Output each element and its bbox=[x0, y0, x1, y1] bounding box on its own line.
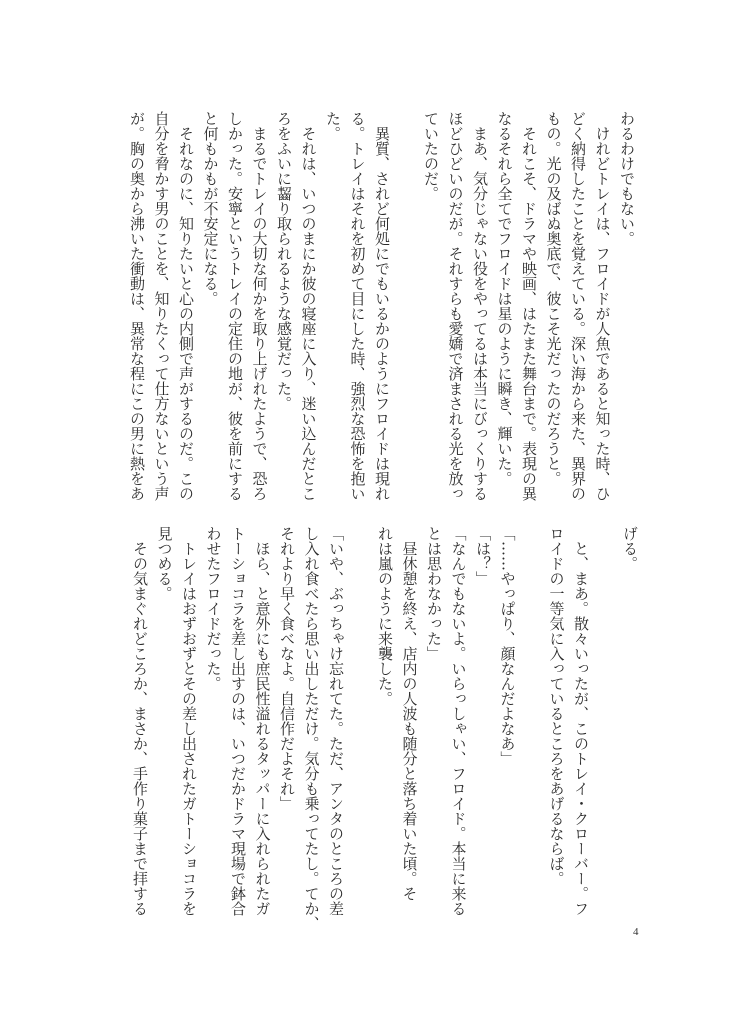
text-line: る。トレイはそれを初めて目にした時、強烈な恐怖を抱い bbox=[348, 111, 367, 501]
text-line: 「なんでもないよ。いらっしゃい、フロイド。本当に来る bbox=[449, 526, 468, 916]
text-line: 「いや、ぶっちゃけ忘れてた。ただ、アンタのところの差 bbox=[327, 526, 345, 916]
text-line: それより早く食べなよ。自信作だよそれ」 bbox=[278, 526, 296, 811]
text-line: と何もかもが不安定になる。 bbox=[201, 111, 220, 306]
text-line: トレイはおずおずとその差し出されたガトーショコラを bbox=[180, 541, 198, 916]
text-line: た。 bbox=[324, 111, 342, 141]
text-line: なるそれら全てでフロイドは星のように瞬き、輝いた。 bbox=[495, 111, 514, 486]
blank-line bbox=[394, 111, 419, 496]
text-line: ていたのだ。 bbox=[422, 111, 440, 201]
text-line: まるでトレイの大切な何かを取り上げれたようで、恐ろ bbox=[250, 126, 269, 501]
text-line: と、まあ。散々いったが、このトレイ・クローバー。フ bbox=[572, 541, 590, 916]
text-block-bottom bbox=[130, 526, 642, 931]
text-line: わるわけでもない。 bbox=[618, 111, 636, 246]
text-line: けれどトレイは、フロイドが人魚であると知った時、ひ bbox=[593, 126, 612, 501]
text-line: げる。 bbox=[621, 526, 639, 571]
page-number: 4 bbox=[633, 926, 639, 938]
text-line: 「……やっぱり、顔なんだよなあ」 bbox=[498, 526, 517, 766]
blank-line bbox=[593, 526, 618, 911]
text-line: ろをふいに齧り取られるような感覚だった。 bbox=[275, 111, 293, 411]
text-line: まあ、気分じゃない役をやってるは本当にびっくりする bbox=[471, 126, 489, 501]
text-line: ロイドの一等気に入っているところをあげるならば。 bbox=[547, 526, 566, 886]
text-line: その気まぐれどころか、まさか、手作り菓子まで拝する bbox=[131, 541, 149, 916]
blank-line bbox=[348, 526, 373, 911]
text-line: もの。光の及ばぬ奥底で、彼こそ光だったのだろうと。 bbox=[544, 111, 563, 486]
text-line: し入れ食べたら思い出しただけ。気分も乗ってたし。てか、 bbox=[302, 526, 321, 931]
text-line: れは嵐のように来襲した。 bbox=[376, 526, 394, 706]
text-line: 「は？」 bbox=[474, 526, 492, 586]
text-line: それなのに、知りたいと心の内側で声がするのだ。この bbox=[177, 126, 195, 501]
text-line: トーショコラを差し出すのは、いつだかドラマ現場で鉢合 bbox=[229, 526, 247, 916]
blank-line bbox=[520, 526, 545, 911]
text-line: が。胸の奥から沸いた衝動は、異常な程にこの男に熱をあ bbox=[128, 111, 146, 501]
text-line: どく納得したことを覚えている。深い海から来た、異界の bbox=[569, 111, 587, 501]
text-line: ほどひどいのだが。それすらも愛嬌で済まされる光を放っ bbox=[446, 111, 465, 501]
text-line: とは思わなかった」 bbox=[425, 526, 443, 661]
text-line: ほら、と意外にも庶民性溢れるタッパーに入れられたガ bbox=[253, 541, 272, 916]
text-line: 自分を脅かす男のことを、知りたくって仕方ないという声 bbox=[152, 111, 171, 501]
text-block-top bbox=[121, 111, 639, 501]
text-line: 見つめる。 bbox=[155, 526, 174, 601]
text-line: それこそ、ドラマや映画、はたまた舞台まで。表現の異 bbox=[520, 126, 538, 501]
text-line: それは、いつのまにか彼の寝座に入り、迷い込んだとこ bbox=[299, 126, 318, 501]
text-line: しかった。安寧というトレイの定住の地が、彼を前にする bbox=[226, 111, 244, 501]
text-line: 昼休憩を終え、店内の人波も随分と落ち着いた頃。そ bbox=[400, 541, 419, 901]
text-line: 異質、されど何処にでもいるかのようにフロイドは現れ bbox=[373, 126, 391, 501]
text-line: わせたフロイドだった。 bbox=[204, 526, 223, 691]
